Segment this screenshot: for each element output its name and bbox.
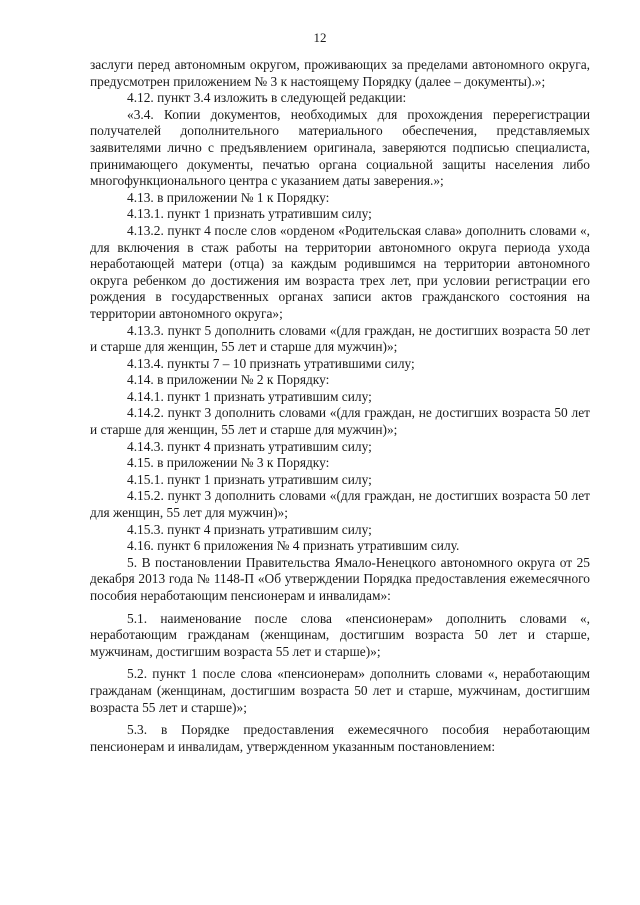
- paragraph: 4.15. в приложении № 3 к Порядку:: [127, 455, 330, 471]
- paragraph: 4.15.2. пункт 3 дополнить словами «(для граждан, не достигших возраста 50 лет для женщин, 55 лет для мужчин)»;: [90, 488, 590, 521]
- paragraph: 4.14.2. пункт 3 дополнить словами «(для граждан, не достигших возраста 50 лет и старше для женщин, 55 лет и старше для мужчин)»;: [90, 405, 590, 438]
- paragraph: 4.13.3. пункт 5 дополнить словами «(для граждан, не достигших возраста 50 лет и старше для женщин, 55 лет и старше для мужчин)»;: [90, 322, 590, 355]
- paragraph: 5.2. пункт 1 после слова «пенсионерам» дополнить словами «, неработающим гражданам (женщинам, достигшим возраста 50 лет и старше, мужчинам, достигшим возраста 55 лет и старше)»;: [90, 666, 590, 715]
- paragraph: 4.12. пункт 3.4 изложить в следующей редакции:: [127, 90, 407, 106]
- paragraph: 5.3. в Порядке предоставления ежемесячного пособия неработающим пенсионерам и инвалидам, утвержденном указанным постановлением:: [90, 722, 590, 754]
- paragraph: 4.16. пункт 6 приложения № 4 признать утратившим силу.: [127, 538, 460, 554]
- paragraph: заслуги перед автономным округом, проживающих за пределами автономного округа, предусмотрен приложением № 3 к настоящему Порядку (далее – документы).»;: [90, 57, 590, 89]
- paragraph: 4.13. в приложении № 1 к Порядку:: [127, 189, 330, 205]
- paragraph: 4.15.1. пункт 1 признать утратившим силу;: [127, 471, 372, 487]
- paragraph: 4.13.4. пункты 7 – 10 признать утратившими силу;: [127, 355, 415, 371]
- paragraph: 4.15.3. пункт 4 признать утратившим силу;: [127, 521, 372, 537]
- paragraph: 4.13.2. пункт 4 после слов «орденом «Родительская слава» дополнить словами «, для включения в стаж работы на территории автономного округа периода ухода неработающей матери (отца) за каждым родившимся на территории автономного округа ребенком до достижения им возраста трех лет, при условии регистрации его рождения в государственных органах записи актов гражданского состояния на территории автономного округа»;: [90, 222, 590, 321]
- paragraph: 4.14.3. пункт 4 признать утратившим силу;: [127, 438, 372, 454]
- paragraph: «3.4. Копии документов, необходимых для прохождения перерегистрации получателей дополнительного материального обеспечения, представляемых заявителями лично с предъявлением оригинала, заверяются подписью специалиста, принимающего документы, печатью органа социальной защиты населения либо многофункционального центра с указанием даты заверения.»;: [90, 106, 590, 189]
- paragraph: 4.14. в приложении № 2 к Порядку:: [127, 372, 330, 388]
- paragraph: 5.1. наименование после слова «пенсионерам» дополнить словами «, неработающим гражданам (женщинам, достигшим возраста 50 лет и старше, мужчинам, достигшим возраста 55 лет и старше)»;: [90, 610, 590, 659]
- paragraph: 4.14.1. пункт 1 признать утратившим силу;: [127, 388, 372, 404]
- paragraph: 5. В постановлении Правительства Ямало-Ненецкого автономного округа от 25 декабря 2013 года № 1148-П «Об утверждении Порядка предоставления ежемесячного пособия неработающим пенсионерам и инвалидам»:: [90, 554, 590, 603]
- paragraph: 4.13.1. пункт 1 признать утратившим силу;: [127, 206, 372, 222]
- document-body: [90, 57, 590, 755]
- page-number: 12: [313, 30, 327, 45]
